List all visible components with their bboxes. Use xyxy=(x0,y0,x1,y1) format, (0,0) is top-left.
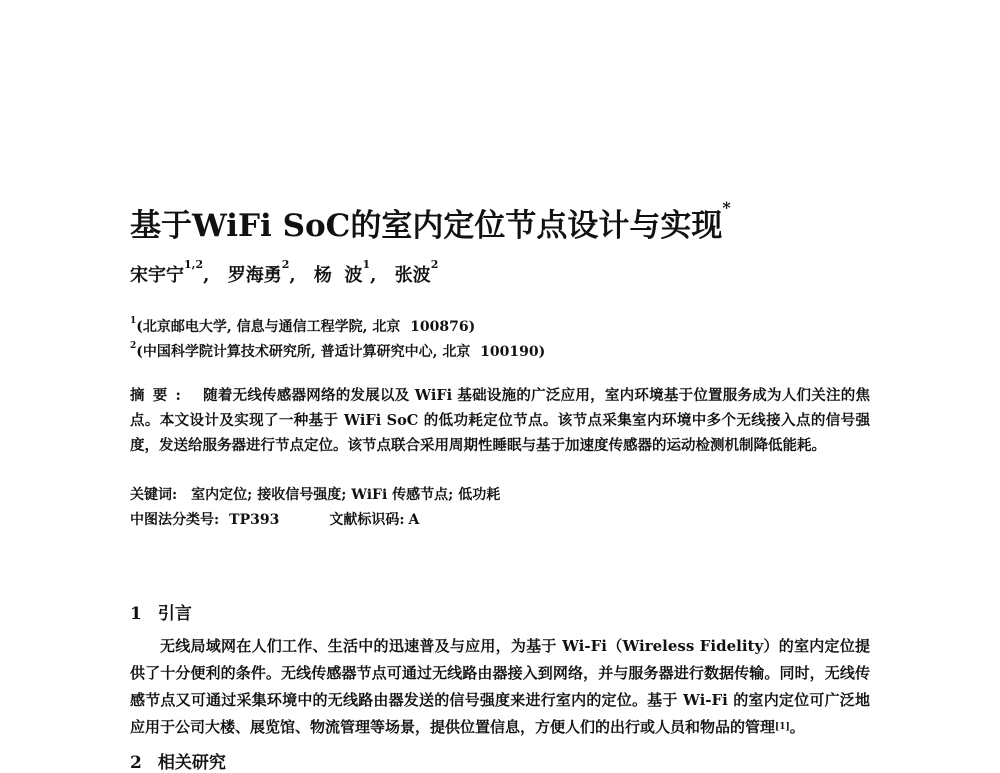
author-affiliation-mark: 2 xyxy=(281,258,290,271)
title-footnote-mark: * xyxy=(722,198,731,217)
section-number: 2 xyxy=(130,753,142,773)
clc-label: 中图法分类号: xyxy=(130,512,220,528)
section-title: 相关研究 xyxy=(157,753,226,773)
abstract xyxy=(130,383,870,458)
author-name: 杨 波 xyxy=(313,265,363,286)
author-separator: , xyxy=(203,265,210,286)
paragraph-text: 无线局域网在人们工作、生活中的迅速普及与应用，为基于 Wi-Fi（Wireless Fidelity）的室内定位提供了十分便利的条件。无线传感器节点可通过无线路由器接入到网络，并与服务器进行数据传输。同时，无线传感节点又可通过采集环境中的无线路由器发送的信号强度来进行室内的定位。基于 Wi-Fi 的室内定位可广泛地应用于公司大楼、展览馆、物流管理等场景，提供位置信息，方便人们的出行或人员和物品的管理 xyxy=(130,637,870,736)
author xyxy=(394,258,439,286)
abstract-text: 随着无线传感器网络的发展以及 WiFi 基础设施的广泛应用，室内环境基于位置服务成为人们关注的焦点。本文设计及实现了一种基于 WiFi SoC 的低功耗定位节点。该节点采集室内环境中多个无线接入点的信号强度，发送给服务器进行节点定位。该节点联合采用周期性睡眠与基于加速度传感器的运动检测机制降低能耗。 xyxy=(130,387,870,454)
author-affiliation-mark: 1,2 xyxy=(184,258,204,271)
section-2-heading xyxy=(130,748,226,773)
author xyxy=(313,258,377,286)
affiliation-1 xyxy=(130,316,475,336)
doc-code-value: A xyxy=(408,512,420,528)
section-1-paragraph xyxy=(130,633,870,741)
author-name: 宋宇宁 xyxy=(130,265,184,286)
author-name: 罗海勇 xyxy=(227,265,282,286)
author-name: 张波 xyxy=(394,265,431,286)
author-separator: , xyxy=(289,265,296,286)
paragraph-end: 。 xyxy=(789,718,805,736)
keywords-text: 室内定位; 接收信号强度; WiFi 传感节点; 低功耗 xyxy=(191,487,501,503)
keywords-label: 关键词: xyxy=(130,487,178,503)
author xyxy=(130,258,210,286)
section-1-heading xyxy=(130,599,192,624)
abstract-label: 摘要: xyxy=(130,387,189,404)
citation-mark: [1] xyxy=(775,722,790,732)
section-number: 1 xyxy=(130,604,142,624)
affiliation-mark: 1 xyxy=(130,316,137,326)
author-separator: , xyxy=(370,265,377,286)
keywords xyxy=(130,484,500,504)
doc-code-label: 文献标识码: xyxy=(329,512,405,528)
author-list xyxy=(130,258,450,287)
section-title: 引言 xyxy=(157,604,192,624)
author-affiliation-mark: 1 xyxy=(362,258,371,271)
classification xyxy=(130,509,419,529)
paper-title xyxy=(130,200,731,245)
paper-title-text: 基于WiFi SoC的室内定位节点设计与实现 xyxy=(130,208,723,244)
affiliation-mark: 2 xyxy=(130,341,137,351)
affiliation-2 xyxy=(130,341,545,361)
affiliation-text: (北京邮电大学, 信息与通信工程学院, 北京 100876) xyxy=(136,319,476,335)
affiliation-text: (中国科学院计算技术研究所, 普适计算研究中心, 北京 100190) xyxy=(136,344,546,360)
author xyxy=(227,258,296,286)
clc-value: TP393 xyxy=(229,512,280,528)
author-affiliation-mark: 2 xyxy=(430,258,439,271)
